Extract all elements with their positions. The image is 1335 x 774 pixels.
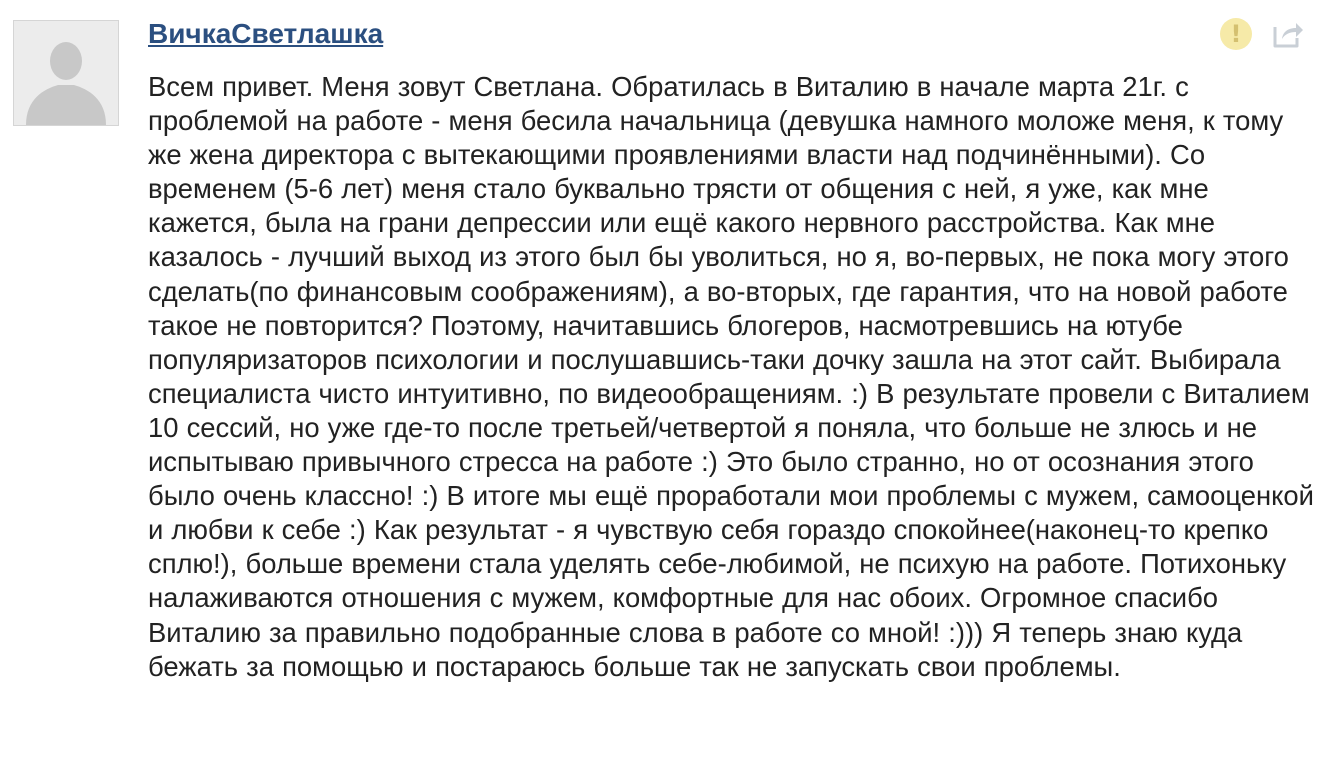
share-button[interactable] — [1271, 17, 1305, 51]
user-silhouette-icon — [14, 21, 118, 125]
review-text: Всем привет. Меня зовут Светлана. Обратилась в Виталию в начале марта 21г. с проблемой на работе - меня бесила начальница (девушка намного моложе меня, к тому же жена директора с вытекающими проявлениями власти над подчинёнными). Со временем (5-6 лет) меня стало буквально трясти от общения с ней, я уже, как мне кажется, была на грани депрессии или ещё какого нервного расстройства. Как мне казалось - лучший выход из этого был бы уволиться, но я, во-первых, не пока могу этого сделать(по финансовым соображениям), а во-вторых, где гарантия, что на новой работе такое не повторится? Поэтому, начитавшись блогеров, насмотревшись на ютубе популяризаторов психологии и послушавшись-таки дочку зашла на этот сайт. Выбирала специалиста чисто интуитивно, по видеообращениям. :) В результате провели с Виталием 10 сессий, но уже где-то после третьей/четвертой я поняла, что больше не злюсь и не испытываю привычного стресса на работе :) Это было странно, но от осознания этого было очень классно! :) В итоге мы ещё проработали мои проблемы с мужем, самооценкой и любви к себе :) Как результат - я чувствую себя гораздо спокойнее(наконец-то крепко сплю!), больше времени стала уделять себе-любимой, не психую на работе. Потихоньку налаживаются отношения с мужем, комфортные для нас обоих. Огромное спасибо Виталию за правильно подобранные слова в работе со мной! :))) Я теперь знаю куда бежать за помощью и постараюсь больше так не запускать свои проблемы. — [148, 71, 1314, 682]
author-name-link[interactable]: ВичкаСветлашка — [148, 18, 384, 49]
exclamation-icon: ! — [1220, 18, 1252, 50]
avatar[interactable] — [13, 20, 119, 126]
review-actions — [1219, 17, 1305, 51]
report-button[interactable] — [1219, 17, 1253, 51]
share-icon — [1271, 19, 1305, 49]
